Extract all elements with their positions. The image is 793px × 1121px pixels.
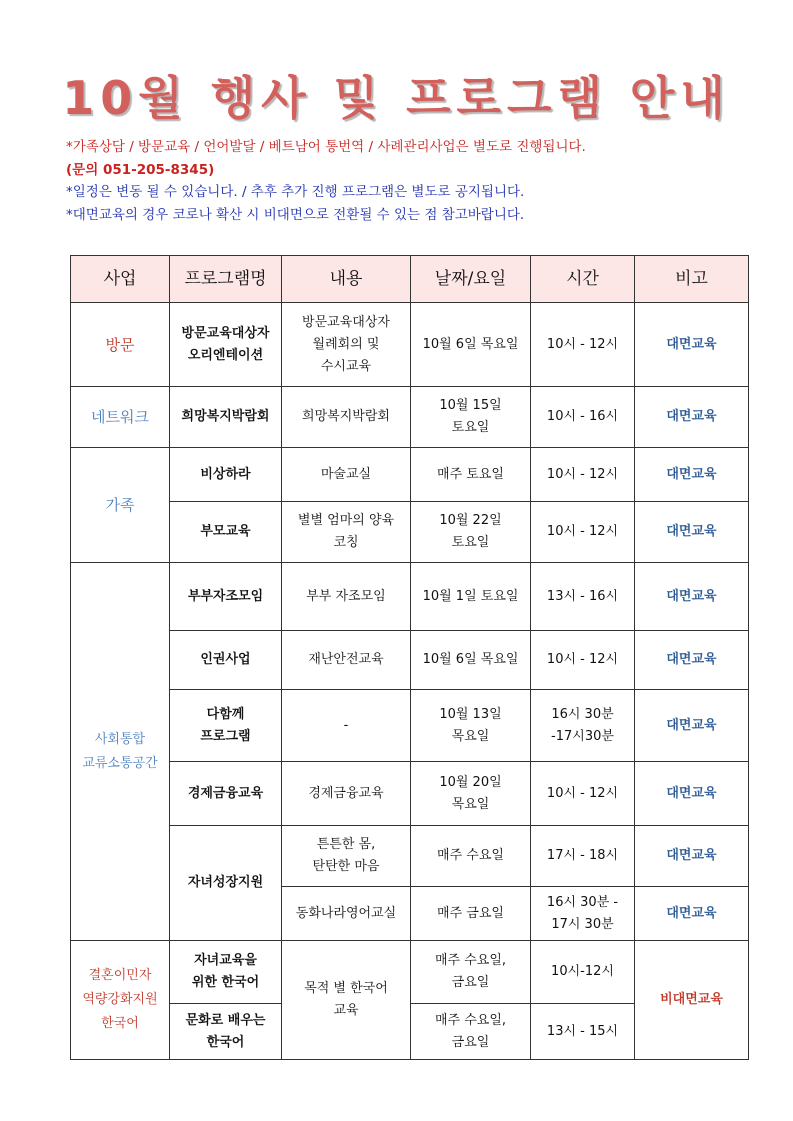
program-content: 튼튼한 몸, 탄탄한 마음 (282, 826, 411, 887)
program-time: 16시 30분 -17시30분 (531, 690, 635, 762)
header-date: 날짜/요일 (411, 256, 531, 303)
program-name: 부부자조모임 (170, 563, 282, 631)
program-time: 10시 - 12시 (531, 448, 635, 502)
program-name: 문화로 배우는 한국어 (170, 1004, 282, 1060)
table-row (71, 941, 749, 1004)
program-time: 10시 - 16시 (531, 387, 635, 448)
program-note: 대면교육 (635, 563, 749, 631)
program-date: 10월 22일 토요일 (411, 502, 531, 563)
program-name: 비상하라 (170, 448, 282, 502)
program-date: 매주 수요일, 금요일 (411, 1004, 531, 1060)
business-family: 가족 (71, 448, 170, 563)
program-content: 경제금융교육 (282, 762, 411, 826)
program-name: 다함께 프로그램 (170, 690, 282, 762)
program-content: 동화나라영어교실 (282, 887, 411, 941)
program-note: 대면교육 (635, 826, 749, 887)
program-note: 비대면교육 (635, 941, 749, 1060)
program-time: 13시 - 15시 (531, 1004, 635, 1060)
program-content: 희망복지박람회 (282, 387, 411, 448)
table-row (71, 826, 749, 887)
program-time: 17시 - 18시 (531, 826, 635, 887)
program-note: 대면교육 (635, 502, 749, 563)
program-content: 재난안전교육 (282, 631, 411, 690)
program-date: 10월 15일 토요일 (411, 387, 531, 448)
program-name: 방문교육대상자 오리엔테이션 (170, 303, 282, 387)
program-date: 10월 1일 토요일 (411, 563, 531, 631)
program-time: 10시 - 12시 (531, 762, 635, 826)
program-note: 대면교육 (635, 887, 749, 941)
program-name: 자녀교육을 위한 한국어 (170, 941, 282, 1004)
program-date: 10월 6일 목요일 (411, 303, 531, 387)
table-row (71, 303, 749, 387)
notice-block (66, 136, 586, 226)
program-table (70, 255, 749, 1060)
program-note: 대면교육 (635, 762, 749, 826)
program-note: 대면교육 (635, 387, 749, 448)
header-note: 비고 (635, 256, 749, 303)
header-business: 사업 (71, 256, 170, 303)
program-note: 대면교육 (635, 448, 749, 502)
table-header-row (71, 256, 749, 303)
table-row (71, 502, 749, 563)
notice-line-separate-programs: *가족상담 / 방문교육 / 언어발달 / 베트남어 통번역 / 사례관리사업은 별도로 진행됩니다. (66, 139, 586, 155)
header-content: 내용 (282, 256, 411, 303)
business-network: 네트워크 (71, 387, 170, 448)
business-marriage-immigrant: 결혼이민자 역량강화지원 한국어 (71, 941, 170, 1060)
program-date: 매주 수요일 (411, 826, 531, 887)
header-time: 시간 (531, 256, 635, 303)
business-social-integration: 사회통합 교류소통공간 (71, 563, 170, 941)
program-time: 10시 - 12시 (531, 303, 635, 387)
program-date: 10월 13일 목요일 (411, 690, 531, 762)
program-date: 매주 토요일 (411, 448, 531, 502)
table-row (71, 387, 749, 448)
header-program: 프로그램명 (170, 256, 282, 303)
program-content: 마술교실 (282, 448, 411, 502)
program-name: 자녀성장지원 (170, 826, 282, 941)
program-content: 방문교육대상자 월례회의 및 수시교육 (282, 303, 411, 387)
program-time: 10시-12시 (531, 941, 635, 1004)
table-row (71, 690, 749, 762)
program-name: 부모교육 (170, 502, 282, 563)
program-date: 10월 20일 목요일 (411, 762, 531, 826)
contact-number: (문의 051-205-8345) (66, 161, 215, 178)
program-note: 대면교육 (635, 631, 749, 690)
program-content: 부부 자조모임 (282, 563, 411, 631)
program-date: 매주 수요일, 금요일 (411, 941, 531, 1004)
program-content: 별별 엄마의 양육 코칭 (282, 502, 411, 563)
program-name: 경제금융교육 (170, 762, 282, 826)
table-row (71, 448, 749, 502)
program-date: 매주 금요일 (411, 887, 531, 941)
program-date: 10월 6일 목요일 (411, 631, 531, 690)
notice-line-schedule-change: *일정은 변동 될 수 있습니다. / 추후 추가 진행 프로그램은 별도로 공지됩니다. (66, 184, 525, 200)
program-name: 인권사업 (170, 631, 282, 690)
page-title: 10월 행사 및 프로그램 안내 (62, 71, 731, 125)
table-row (71, 762, 749, 826)
program-content: 목적 별 한국어 교육 (282, 941, 411, 1060)
program-name: 희망복지박람회 (170, 387, 282, 448)
program-time: 13시 - 16시 (531, 563, 635, 631)
program-note: 대면교육 (635, 690, 749, 762)
business-visit: 방문 (71, 303, 170, 387)
program-time: 10시 - 12시 (531, 502, 635, 563)
notice-line-covid: *대면교육의 경우 코로나 확산 시 비대면으로 전환될 수 있는 점 참고바랍니다. (66, 206, 525, 223)
program-content: - (282, 690, 411, 762)
program-time: 16시 30분 - 17시 30분 (531, 887, 635, 941)
program-time: 10시 - 12시 (531, 631, 635, 690)
table-row (71, 631, 749, 690)
program-note: 대면교육 (635, 303, 749, 387)
table-row (71, 563, 749, 631)
